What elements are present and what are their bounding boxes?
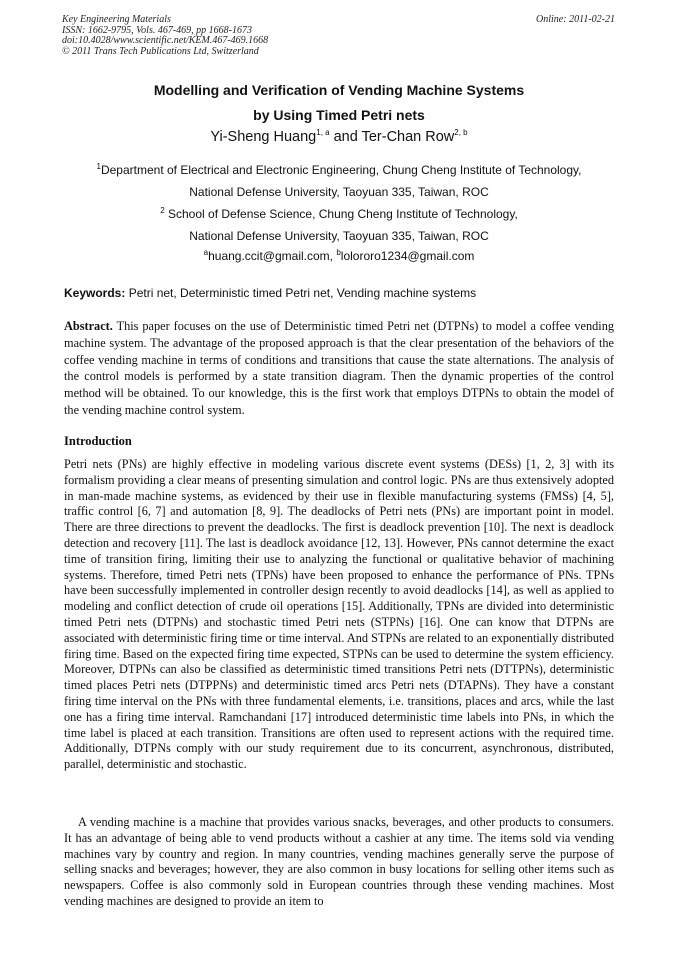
journal-doi: doi:10.4028/www.scientific.net/KEM.467-469.1668 — [62, 35, 269, 46]
affiliation-1-text: Department of Electrical and Electronic Engineering, Chung Cheng Institute of Technology, — [100, 163, 582, 177]
keywords — [64, 286, 476, 300]
paper-title-line-2: by Using Timed Petri nets — [253, 107, 425, 123]
journal-header — [62, 15, 268, 57]
introduction-paragraph-2: A vending machine is a machine that provides various snacks, beverages, and other products to consumers. It has an advantage of being able to vend products without a cashier at any time. The items sold via vending machines vary by country and region. In many countries, vending machines generally serve the purpose of selling snacks and beverages; however, they are also common in busy locations for selling other items such as newspapers. Coffee is also commonly sold in European countries through these vending machines. Most vending machines are designed to provide an item to — [64, 815, 614, 908]
author-line — [0, 129, 678, 145]
email-a-marker: a — [203, 248, 209, 257]
introduction-heading: Introduction — [64, 434, 132, 448]
email-a[interactable]: huang.ccit@gmail.com, — [208, 249, 337, 263]
keywords-label: Keywords: — [64, 286, 126, 300]
journal-issn: ISSN: 1662-9795, Vols. 467-469, pp 1668-1673 — [62, 24, 252, 36]
abstract-label: Abstract. — [64, 319, 113, 333]
affiliation-2-line-1 — [0, 207, 678, 221]
affiliation-1-line-1 — [0, 163, 678, 177]
email-b-marker: b — [336, 248, 341, 257]
author-1-affiliation: 1, a — [316, 128, 330, 138]
keywords-text: Petri net, Deterministic timed Petri net, Vending machine systems — [125, 286, 477, 300]
author-1: Yi-Sheng Huang — [210, 129, 317, 145]
author-connector: and — [329, 129, 362, 145]
affiliation-1-marker: 1 — [96, 162, 101, 171]
online-date: Online: 2011-02-21 — [536, 14, 615, 25]
paper-title-line-1: Modelling and Verification of Vending Machine Systems — [153, 82, 525, 98]
journal-name: Key Engineering Materials — [62, 14, 171, 25]
abstract-text: This paper focuses on the use of Deterministic timed Petri net (DTPNs) to model a coffee vending machine system. The advantage of the proposed approach is that the clear presentation of the behaviors of the coffee vending machine in terms of conditions and transitions that cause the state alternations. The analysis of the control models is performed by a state transition diagram. Then the dynamic properties of the control method will be obtained. To our knowledge, this is the first work that employs DTPNs to obtain the model of the vending machine control system. — [64, 319, 614, 417]
affiliation-2-line-2: National Defense University, Taoyuan 335, Taiwan, ROC — [189, 229, 489, 243]
author-emails — [0, 249, 678, 263]
introduction-paragraph-1: Petri nets (PNs) are highly effective in modeling various discrete event systems (DESs) [1, 2, 3] with its formalism providing a clear means of presenting simulation and control logic. PNs are thus extensively adopted in man-made machine systems, as evidenced by their use in flexible manufacturing systems (FMSs) [4, 5], traffic control [6, 7] and automation [8, 9]. The deadlocks of Petri nets (PNs) are important point in model. There are three directions to prevent the deadlocks. The first is deadlock prevention [10]. The next is deadlock detection and recovery [11]. The last is deadlock avoidance [12, 13]. However, PNs cannot determine the exact time of transition firing, limiting their use to analyzing the functional or qualitative behavior of machining systems. Therefore, timed Petri nets (TPNs) have been proposed to enhance the performance of PNs. TPNs have been successfully implemented in controller design recently to avoid deadlocks [14], as well as applied to modeling and conflict detection of crude oil operations [15]. Additionally, TPNs are divided into deterministic timed Petri nets (DTPNs) and stochastic timed Petri nets (STPNs) [16]. One can know that DTPNs are associated with deterministic firing time or time interval. And STPNs are related to an exponentially distributed firing time. Based on the expected firing time expected, STPNs can be used to determine the system efficiency. Moreover, DTPNs can also be classified as deterministic timed transitions Petri nets (DTTPNs), deterministic timed places Petri nets (DTPPNs) and deterministic timed arcs Petri nets (DTAPNs). They have a constant firing time interval on the PNs with three fundamental elements, i.e. transitions, places and arcs, while the last one has a firing time interval. Ramchandani [17] introduced deterministic time labels into PNs, in which the time label is placed at each transition. Transitions are often used to represent actions with the required time. Additionally, DTPNs comply with our study requirement due to its concurrent, asynchronous, distributed, parallel, deterministic and stochastic. — [64, 457, 614, 772]
author-2: Ter-Chan Row — [361, 129, 455, 145]
affiliation-2-marker: 2 — [160, 206, 165, 215]
author-2-affiliation: 2, b — [454, 128, 468, 138]
affiliation-1-line-2: National Defense University, Taoyuan 335, Taiwan, ROC — [189, 185, 489, 199]
email-b[interactable]: lolororo1234@gmail.com — [340, 249, 475, 263]
affiliation-2-text: School of Defense Science, Chung Cheng Institute of Technology, — [168, 207, 518, 221]
abstract — [64, 318, 614, 419]
journal-copyright: © 2011 Trans Tech Publications Ltd, Switzerland — [62, 45, 259, 57]
